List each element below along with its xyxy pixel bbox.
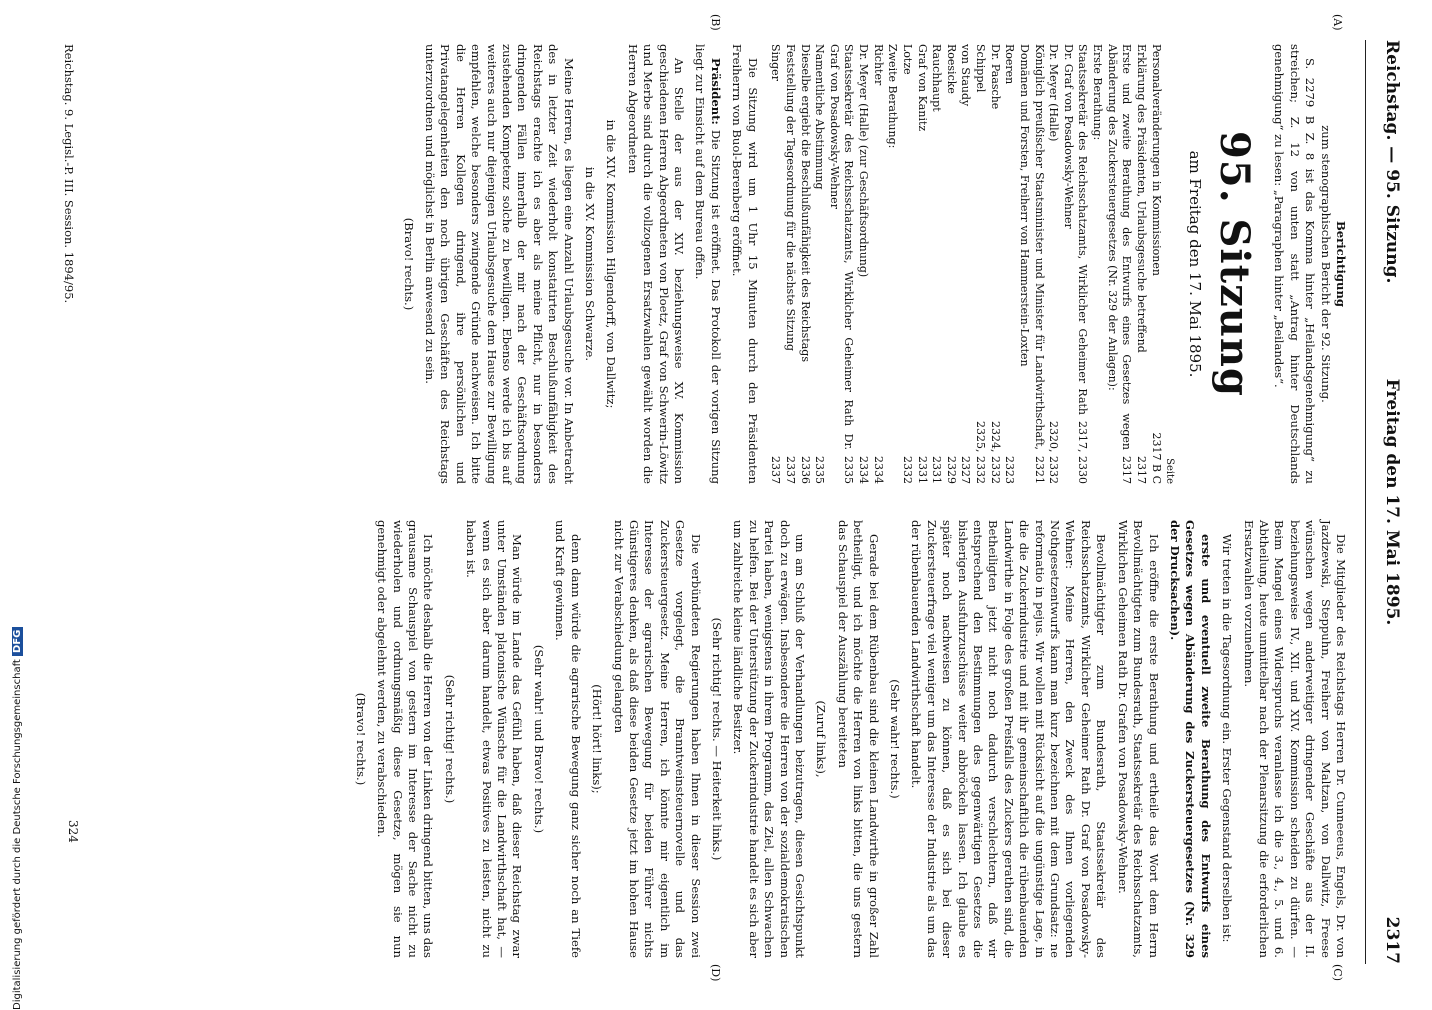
toc-page: 2331 [930,456,944,484]
toc-entry: Erste und zweite Berathung des Entwurfs eines Gesetzes wegen Abänderung des Zuckersteuergesetzes (Nr. 329 der Anlagen): [1105,44,1134,450]
paragraph-tagesordnung: Wir treten in die Tagesordnung ein. Erster Gegenstand derselben ist: [1220,534,1235,943]
berichtigung-title: Berichtigung [1334,220,1348,307]
reaction-4: (Hört! hört! links); [590,684,605,794]
digitization-note [12,610,26,1010]
paragraph-rede: Bevollmächtigter zum Bundesrath, Staatssekretär des Reichsschatzamts, Wirklicher Geheimer Rath Dr. Graf von Posadowsky-Wehner: Meine Herren, den Zweck des Ihnen vorliegenden Nothgesetzentwurfs kann man kurz bezeichnen mit dem Grundsatz: ne reformatio in pejus. Wir wollen mit Rücksicht auf die ungünstige Lage, in die die Zuckerindustrie und mit ihr gemeinschaftlich die rübenbauenden Landwirthe in Folge des großen Preisfalls des Zuckers gerathen sind, die Betheiligten jetzt nicht noch dadurch verschlechtern, daß wir entsprechend den Bestimmungen des gegenwärtigen Gesetzes die bisherigen Ausfuhrzuschüsse weiter abbröckeln lassen. Ich glaube es später noch nachweisen zu können, daß es sich bei dieser Zuckersteuerfrage viel weniger um das Interesse der Industrie als um das der rübenbauenden Landwirthschaft handelt. [909,520,1109,958]
paragraph-gegenstand: erste und eventuell zweite Berathung des Entwurfs eines Gesetzes wegen Abänderung des Zuckersteuergesetzes (Nr. 329 der Drucksachen). [1167,520,1213,958]
reaction-6: (Sehr richtig! rechts.) [442,674,457,804]
paragraph-kommission: An Stelle der aus der XIV. beziehungsweise XV. Kommission geschiedenen Herren Abgeordneten von Ploetz, Graf von Schwerin-Löwitz und Merbe sind durch die vollzogenen Ersatzwahlen gewählt worden die Herren Abgeordneten [625,44,687,484]
toc-entry: von Staudy [959,44,973,107]
toc-row [987,44,1002,484]
toc-entry: Erste Berathung: [1091,44,1105,141]
paragraph-lande: Man würde im Lande das Gefühl haben, daß dieser Reichstag zwar unter Umständen platonische Wünsche für die Landwirthschaft hat, — wenn es sich aber darum handelt, etwas Positives zu leisten, nicht zu haben ist. [464,520,525,958]
sitzung-date: am Freitag den 17. Mai 1895. [1185,150,1204,378]
praesident-paragraph [692,44,723,484]
toc-row [914,44,929,484]
toc-entry: Dr. Meyer (Halle) [1047,44,1061,142]
paragraph-agrarisch: denn dann würde die agrarische Bewegung ganz sicher noch an Tiefe und Kraft gewinnen. [553,520,583,958]
table-of-contents [768,44,1163,484]
toc-page: 2334 [857,456,871,484]
toc-row [943,44,958,484]
toc-page: 2321 [1032,456,1046,484]
toc-page: 2323 [1003,456,1017,484]
toc-entry: Staatssekretär des Reichsschatzamts, Wirklicher Geheimer Rath Dr. Graf von Posadowsky-Wehner [827,44,856,450]
toc-page: 2320, 2332 [1047,421,1061,484]
toc-entry: Graf von Kanitz [915,44,929,132]
marker-b: (B) [709,14,722,31]
toc-entry: Dr. Paasche [988,44,1002,110]
paragraph-mitglieder: Die Mitglieder des Reichstags Herren Dr. Cunneeeus, Engels, Dr. von Jazdzewski, Steppuhn, Freiherr von Maltzan, von Dallwitz, Freese wünschen wegen anderweitiger dringender Geschäfte aus der II. beziehungsweise IV., XII. und XIV. Kommission scheiden zu dürfen. — Beim Mangel eines Widerspruchs veranlasse ich die 3., 4., 5. und 6. Abtheilung, heute unmittelbar nach der Plenarsitzung die erforderlichen Ersatzwahlen vorzunehmen. [1241,520,1348,958]
toc-page: 2317 B C [1149,432,1163,484]
toc-entry: Roeren [1003,44,1017,85]
toc-page: 2317, 2330 [1076,421,1090,484]
digitization-text: Digitalisierung gefördert durch die Deutsche Forschungsgemeinschaft [12,659,23,1010]
toc-row [1002,44,1017,484]
sitzung-title: 95. Sitzung [1210,131,1258,397]
toc-entry: Zweite Berathung: [886,44,900,149]
toc-row [1104,44,1133,484]
toc-row [797,44,812,484]
reaction-3: (Sehr richtig! rechts. — Heiterkeit links.) [709,617,724,861]
toc-page: 2332 [900,456,914,484]
toc-entry: Richter [871,44,885,86]
kommission-xv: in die XV. Kommission Schwarze. [583,166,598,362]
toc-row [826,44,855,484]
toc-entry: Schippel [974,44,988,93]
toc-page: 2331 [915,456,929,484]
toc-page: 2325, 2332 [974,421,988,484]
paragraph-schluss: um am Schluß der Verhandlungen beizutragen, diesen Gesichtspunkt doch zu erwägen. Insbesondere die Herren von der sozialdemokratischen Partei haben, wenigstens in ihrem Programm, das Ziel, allen Schwachen zu helfen. Bei der Unterstützung der Zuckerindustrie handelt es sich aber um zahlreiche kleine ländliche Besitzer. [731,520,807,958]
toc-entry: Dr. Meyer (Halle) (zur Geschäftsordnung) [857,44,871,278]
reaction-2: (Zuruf links), [814,700,829,778]
marker-d: (D) [709,964,722,982]
paragraph-urlaub: Meine Herren, es liegen eine Anzahl Urlaubsgesuche vor. In Anbetracht des in letzter Zeit wiederholt konstatirten Beschlußunfähigkeit des Reichstags erachte ich es aber als meine Pflicht, nur in besonders dringenden Fällen innerhalb der mir nach der Geschäftsordnung zustehenden Kompetenz solche zu bewilligen. Ebenso werde ich bis auf weiteres auch nur diejenigen Urlaubsgesuche dem Hause zur Bewilligung empfehlen, welche besonders zwingende Gründe nachweisen. Ich bitte die Herren Kollegen dringend, ihre persönlichen und Privatangelegenheiten den noch übrigen Geschäften des Reichstags unterzuordnen und möglichst in Berlin anwesend zu sein. [422,44,576,484]
kommission-xiv: in die XIV. Kommission Hilgendorff, von Dallwitz; [604,119,619,409]
toc-entry: Erklärung des Präsidenten, Urlaubsgesuche betreffend [1134,44,1148,353]
berichtigung-subtitle: zum stenographischen Bericht der 92. Sitzung. [1318,125,1333,403]
toc-page: 2334 [871,456,885,484]
toc-row [812,44,827,484]
berichtigung-text: S. 2279 B Z. 8 ist das Komma hinter „Heilandsgenehmigung“ zu streichen; Z. 12 von unten statt „Antrag hinter Deutschlands genehmigung“ zu lesen: „Paragraphen hinter „Beilandes“. [1272,44,1318,484]
reaction-bravo: (Bravo! rechts.) [401,217,416,311]
toc-page: 2337 [783,456,797,484]
paragraph-linken: Ich möchte deshalb die Herren von der Linken dringend bitten, uns das grausame Schauspiel von gestern im Interesse der Sache nicht zu wiederholen und ordnungsmäßig diese Gesetze, mögen sie nun genehmigt oder abgelehnt werden, zu verabschieden. [375,520,436,958]
toc-row [1148,44,1163,484]
header-rule [1365,40,1366,964]
toc-row [1060,44,1089,484]
toc-row [899,44,914,484]
toc-row [768,44,783,484]
left-column [394,44,1348,484]
header-center: Freitag den 17. Mai 1895. [1382,378,1402,626]
toc-row [782,44,797,484]
toc-page: 2329 [944,456,958,484]
footer-session: Reichstag. 9. Legisl.-P. III. Session. 1894/95. [62,44,76,304]
toc-page: 2317 [1120,456,1134,484]
praesident-text: Die Sitzung ist eröffnet. Das Protokoll der vorigen Sitzung liegt zur Einsicht auf dem Bureau offen. [693,44,723,484]
reaction-1: (Sehr wahr! rechts.) [888,679,903,799]
toc-page: 2336 [798,456,812,484]
toc-entry: Rauchhaupt [930,44,944,112]
opening-paragraph: Die Sitzung wird um 1 Uhr 15 Minuten durch den Präsidenten Freiherrn von Buol-Berenberg eröffnet. [730,44,760,484]
toc-entry: Roesicke [944,44,958,94]
reaction-7: (Bravo! rechts.) [353,692,368,786]
dfg-badge: DFG [12,627,23,656]
toc-row [929,44,944,484]
header-left: Reichstag. — 95. Sitzung. [1382,40,1402,284]
toc-row [885,44,900,484]
toc-row [1133,44,1148,484]
toc-entry: Lotze [900,44,914,75]
toc-page: 2335 [813,456,827,484]
toc-entry: Staatssekretär des Reichsschatzamts, Wirklicher Geheimer Rath Dr. Graf von Posadowsky-Wehner [1061,44,1090,416]
toc-entry: Königlich preußischer Staatsminister und Minister für Landwirthschaft, Domänen und Forsten, Freiherr von Hammerstein-Loxten [1017,44,1046,450]
toc-row [1089,44,1104,484]
marker-c: (C) [1331,964,1344,981]
footer-page-number: 324 [66,820,80,843]
toc-row [972,44,987,484]
header-page-number: 2317 [1382,916,1402,964]
toc-entry: Singer [769,44,783,81]
seite-label: Seite [1163,458,1175,484]
toc-entry: Namentliche Abstimmung [813,44,827,190]
paragraph-wort: Ich eröffne die erste Berathung und ertheile das Wort dem Herrn Bevollmächtigten zum Bundesrath, Staatssekretär des Reichsschatzamts, Wirklichen Geheimen Rath Dr. Grafen von Posadowsky-Wehner. [1115,520,1161,958]
toc-entry: Dieselbe ergiebt die Beschlußunfähigkeit des Reichstags [798,44,812,362]
toc-entry: Personalveränderungen in Kommissionen [1149,44,1163,276]
toc-row [1016,44,1045,484]
paragraph-regierungen: Die verbündeten Regierungen haben Ihnen in dieser Session zwei Gesetze vorgelegt, die Branntweinsteuernovelle und das Zuckersteuergesetz. Meine Herren, ich könnte mir eigentlich im Interesse der agrarischen Bewegung für beiden Führer nichts Günstigeres denken, als daß diese beiden Gesetze jetzt im hohen Hause nicht zur Verabschiedung gelangten [611,520,703,958]
marker-a: (A) [1331,14,1344,31]
praesident-label: Präsident: [708,58,723,125]
toc-row [1046,44,1061,484]
toc-page: 2324, 2332 [988,421,1002,484]
toc-row [870,44,885,484]
paragraph-ruebenbau: Gerade bei dem Rübenbau sind die kleinen Landwirthe in großer Zahl betheiligt, und ich möchte die Herren von links bitten, die uns gestern das Schauspiel der Auszählung bereiteten [835,520,881,958]
reaction-5: (Sehr wahr! und Bravo! rechts.) [531,644,546,834]
toc-page: 2317 [1134,456,1148,484]
toc-row [855,44,870,484]
toc-entry: Feststellung der Tagesordnung für die nächste Sitzung [783,44,797,352]
toc-row [958,44,973,484]
page-header [1360,40,1402,964]
toc-page: 2327 [959,456,973,484]
right-column [346,520,1348,958]
toc-page: 2335 [842,456,856,484]
toc-page: 2337 [769,456,783,484]
